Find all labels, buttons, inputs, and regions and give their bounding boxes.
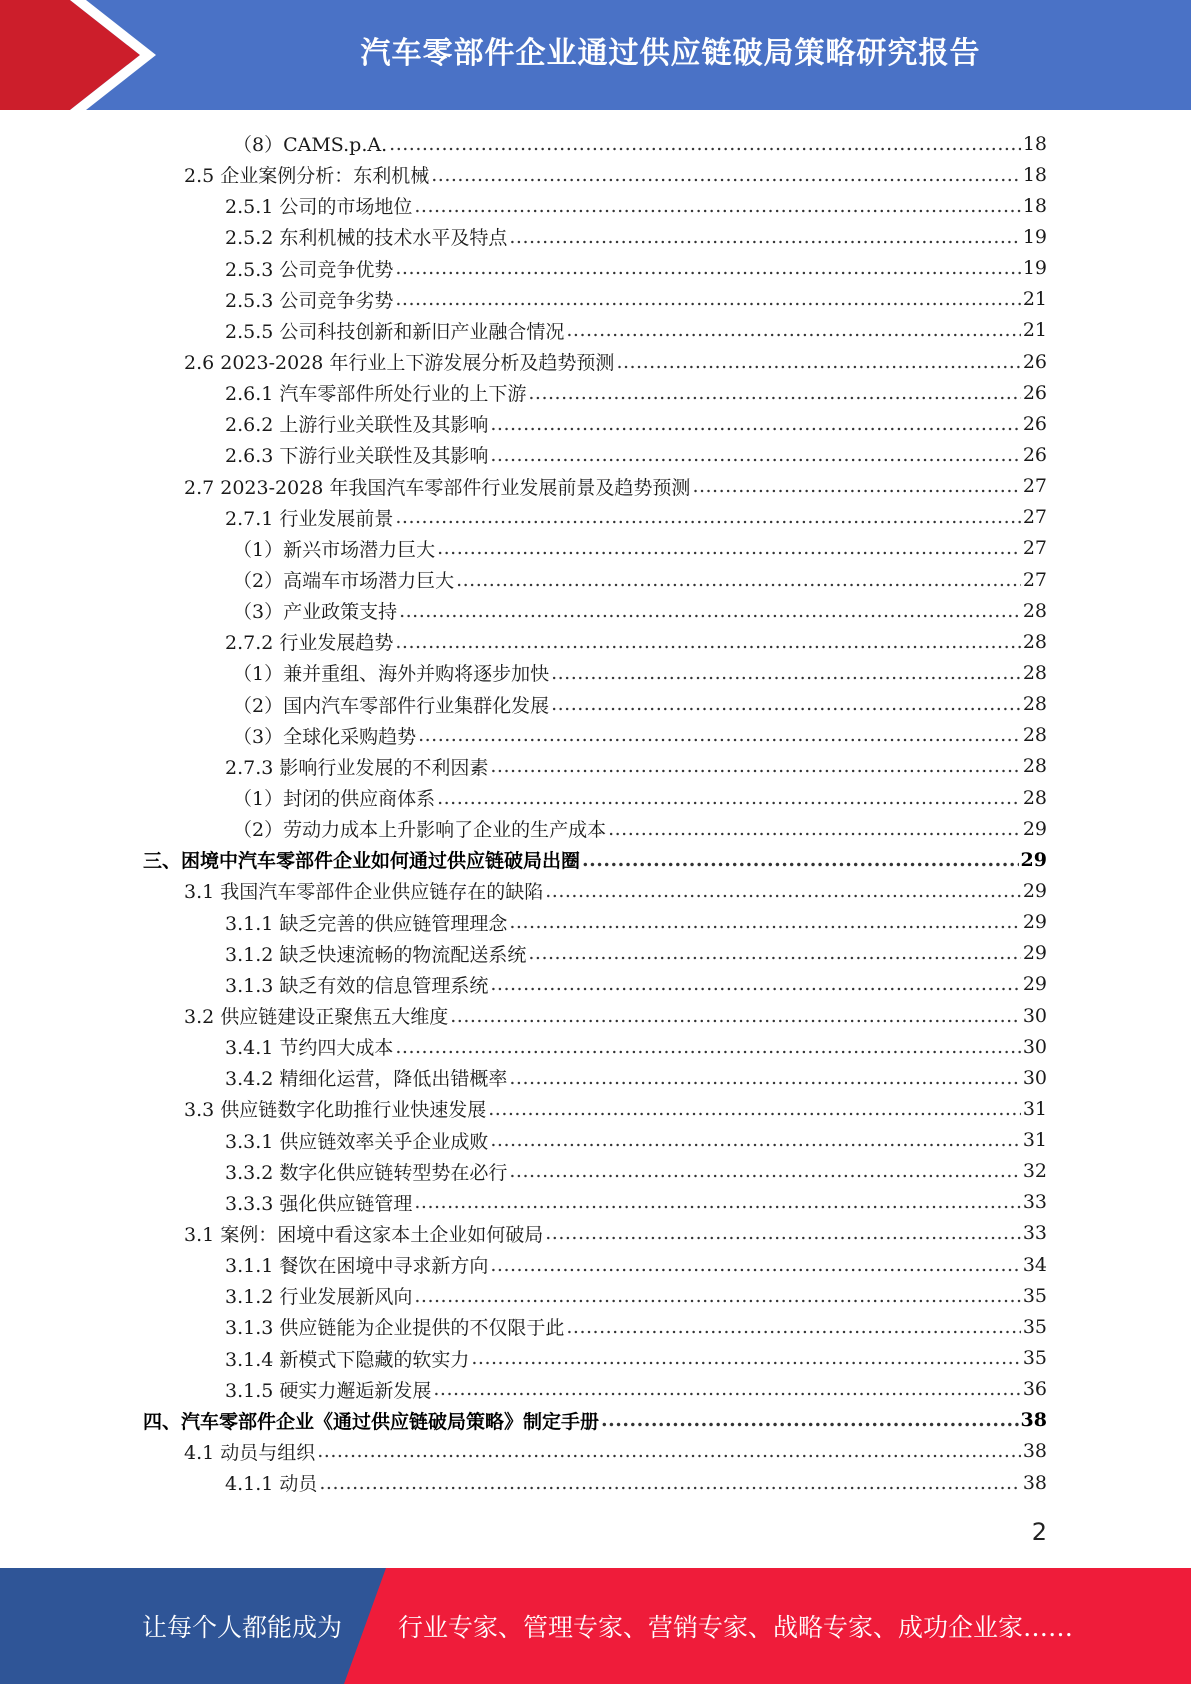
toc-entry-page: 35 [1022,1284,1047,1307]
toc-entry[interactable] [0,253,1191,284]
toc-entry[interactable] [0,190,1191,221]
toc-dot-leader [582,849,1019,871]
toc-entry-label: 4.1 动员与组织 [184,1441,316,1464]
toc-dot-leader [509,911,1020,933]
toc-entry[interactable] [0,720,1191,751]
toc-dot-leader [433,1378,1020,1400]
toc-entry-page: 28 [1022,786,1047,809]
page-number: 2 [1031,1518,1047,1546]
toc-entry-label: 3.3 供应链数字化助推行业快速发展 [184,1099,487,1122]
toc-entry-label: 3.3.1 供应链效率关乎企业成败 [225,1130,489,1153]
toc-entry[interactable] [0,315,1191,346]
toc-entry-page: 38 [1020,1409,1047,1432]
toc-entry-label: 2.7.1 行业发展前景 [225,507,394,530]
toc-entry-label: 3.3.3 强化供应链管理 [225,1192,413,1215]
toc-entry-label: 2.5.1 公司的市场地位 [225,196,413,219]
toc-entry[interactable] [0,595,1191,626]
toc-dot-leader [509,1067,1020,1089]
toc-entry[interactable] [0,439,1191,470]
toc-entry-page: 26 [1022,381,1047,404]
toc-dot-leader [414,1191,1020,1213]
toc-entry-page: 27 [1022,475,1047,498]
report-header [0,0,1191,110]
toc-entry-page: 28 [1022,661,1047,684]
toc-entry-label: （2）国内汽车零部件行业集群化发展 [233,694,550,717]
footer-slogan: 让每个人都能成为 [142,1613,343,1642]
toc-entry-page: 19 [1022,257,1047,280]
toc-entry-label: 2.5.3 公司竞争优势 [225,258,394,281]
toc-entry[interactable] [0,1249,1191,1280]
toc-entry-page: 30 [1022,1066,1047,1089]
red-arrow-logo-icon [0,0,160,110]
toc-entry-page: 21 [1022,319,1047,342]
toc-entry-label: （3）全球化采购趋势 [233,725,417,748]
toc-entry-page: 29 [1022,973,1047,996]
toc-entry-page: 18 [1022,194,1047,217]
toc-entry[interactable] [0,1436,1191,1467]
toc-entry-page: 31 [1022,1097,1047,1120]
toc-entry-label: 2.6.1 汽车零部件所处行业的上下游 [225,383,527,406]
toc-entry-page: 21 [1022,288,1047,311]
toc-entry-page: 28 [1022,755,1047,778]
toc-entry-page: 29 [1022,911,1047,934]
toc-dot-leader [528,382,1020,404]
toc-dot-leader [414,1285,1020,1307]
toc-entry[interactable] [0,1093,1191,1124]
toc-dot-leader [317,1440,1021,1462]
toc-entry[interactable] [0,377,1191,408]
toc-entry-label: 3.3.2 数字化供应链转型势在必行 [225,1161,508,1184]
toc-entry-page: 18 [1022,163,1047,186]
toc-dot-leader [450,1005,1021,1027]
toc-dot-leader [566,319,1020,341]
toc-entry-label: 3.1.3 缺乏有效的信息管理系统 [225,974,489,997]
toc-entry-label: 3.1.2 缺乏快速流畅的物流配送系统 [225,943,527,966]
toc-entry-page: 36 [1022,1378,1047,1401]
toc-entry[interactable] [0,1187,1191,1218]
toc-dot-leader [551,662,1021,684]
toc-entry-page: 30 [1022,1004,1047,1027]
footer-banner [0,1568,1191,1684]
toc-entry-page: 29 [1022,817,1047,840]
toc-entry-page: 28 [1022,630,1047,653]
toc-entry[interactable] [0,1374,1191,1405]
toc-dot-leader [692,475,1020,497]
toc-dot-leader [616,351,1020,373]
toc-entry-page: 30 [1022,1035,1047,1058]
toc-entry-label: 3.1 我国汽车零部件企业供应链存在的缺陷 [184,881,544,904]
toc-entry[interactable] [0,657,1191,688]
toc-entry[interactable] [0,408,1191,439]
toc-dot-leader [490,1254,1020,1276]
toc-entry[interactable] [0,844,1191,875]
report-title: 汽车零部件企业通过供应链破局策略研究报告 [360,36,981,71]
toc-entry[interactable] [0,1467,1191,1498]
toc-dot-leader [471,1347,1020,1369]
toc-entry[interactable] [0,969,1191,1000]
toc-entry[interactable] [0,1125,1191,1156]
toc-entry-label: 三、困境中汽车零部件企业如何通过供应链破局出圈 [143,850,581,873]
toc-entry-page: 38 [1022,1471,1047,1494]
toc-entry[interactable] [0,1218,1191,1249]
logo-red-shape [0,0,140,110]
toc-entry-label: 3.1.3 供应链能为企业提供的不仅限于此 [225,1317,565,1340]
toc-entry-page: 33 [1022,1191,1047,1214]
toc-entry[interactable] [0,346,1191,377]
toc-entry-page: 31 [1022,1129,1047,1152]
toc-entry-label: 3.4.1 节约四大成本 [225,1037,394,1060]
toc-dot-leader [389,133,1021,155]
toc-dot-leader [395,1036,1020,1058]
toc-entry[interactable] [0,1342,1191,1373]
toc-entry-page: 27 [1022,537,1047,560]
toc-entry-label: 4.1.1 动员 [225,1473,318,1496]
footer-tagline: 行业专家、管理专家、营销专家、战略专家、成功企业家…… [398,1613,1074,1642]
toc-entry-page: 38 [1022,1440,1047,1463]
toc-entry[interactable] [0,1000,1191,1031]
toc-entry-label: 3.1.2 行业发展新风向 [225,1286,413,1309]
toc-dot-leader [490,1129,1020,1151]
toc-entry[interactable] [0,1062,1191,1093]
toc-entry-label: （2）高端车市场潜力巨大 [233,570,455,593]
toc-entry-page: 32 [1022,1160,1047,1183]
toc-entry[interactable] [0,938,1191,969]
toc-entry-label: 3.1.1 缺乏完善的供应链管理理念 [225,912,508,935]
toc-entry-label: 2.6.2 上游行业关联性及其影响 [225,414,489,437]
toc-entry-label: 3.1.5 硬实力邂逅新发展 [225,1379,432,1402]
toc-entry-label: 3.1.1 餐饮在困境中寻求新方向 [225,1255,489,1278]
toc-dot-leader [437,537,1021,559]
toc-entry[interactable] [0,1156,1191,1187]
toc-dot-leader [551,693,1021,715]
toc-entry[interactable] [0,907,1191,938]
toc-dot-leader [490,444,1020,466]
toc-dot-leader [395,506,1020,528]
toc-dot-leader [431,164,1021,186]
toc-entry[interactable] [0,689,1191,720]
toc-entry[interactable] [0,1311,1191,1342]
toc-dot-leader [395,257,1020,279]
toc-entry-label: （2）劳动力成本上升影响了企业的生产成本 [233,819,607,842]
toc-entry-page: 35 [1022,1347,1047,1370]
toc-dot-leader [490,973,1020,995]
toc-entry[interactable] [0,813,1191,844]
toc-dot-leader [414,195,1020,217]
toc-entry-page: 26 [1022,412,1047,435]
toc-entry[interactable] [0,1031,1191,1062]
toc-entry[interactable] [0,471,1191,502]
toc-entry-label: （1）兼并重组、海外并购将逐步加快 [233,663,550,686]
toc-dot-leader [545,1222,1021,1244]
toc-dot-leader [418,724,1021,746]
toc-entry[interactable] [0,128,1191,159]
toc-entry-page: 27 [1022,506,1047,529]
toc-entry[interactable] [0,782,1191,813]
toc-entry-label: 3.2 供应链建设正聚焦五大维度 [184,1006,449,1028]
toc-entry-page: 27 [1022,568,1047,591]
toc-entry-label: 3.1 案例：困境中看这家本土企业如何破局 [184,1223,544,1246]
toc-entry[interactable] [0,221,1191,252]
toc-entry[interactable] [0,875,1191,906]
toc-dot-leader [509,1160,1020,1182]
toc-entry-label: 2.7.2 行业发展趋势 [225,632,394,655]
toc-entry-label: 2.7.3 影响行业发展的不利因素 [225,756,489,779]
toc-entry-page: 26 [1022,350,1047,373]
toc-entry[interactable] [0,533,1191,564]
toc-entry-page: 28 [1022,599,1047,622]
toc-entry-label: 2.5.2 东利机械的技术水平及特点 [225,227,508,250]
toc-dot-leader [528,942,1020,964]
toc-dot-leader [601,1409,1019,1431]
toc-entry-label: （3）产业政策支持 [233,601,398,624]
toc-entry[interactable] [0,626,1191,657]
toc-entry[interactable] [0,284,1191,315]
toc-entry-label: （1）封闭的供应商体系 [233,788,436,811]
toc-entry-page: 26 [1022,443,1047,466]
toc-entry-page: 19 [1022,225,1047,248]
toc-entry-page: 33 [1022,1222,1047,1245]
toc-entry-page: 34 [1022,1253,1047,1276]
toc-dot-leader [395,288,1020,310]
toc-dot-leader [490,413,1020,435]
toc-dot-leader [456,569,1021,591]
toc-dot-leader [545,880,1021,902]
toc-entry-label: 3.4.2 精细化运营，降低出错概率 [225,1068,508,1091]
toc-dot-leader [566,1316,1020,1338]
table-of-contents [0,128,1191,1498]
toc-entry-page: 28 [1022,693,1047,716]
toc-entry[interactable] [0,502,1191,533]
toc-entry[interactable] [0,751,1191,782]
toc-entry-label: （1）新兴市场潜力巨大 [233,538,436,561]
toc-entry-page: 29 [1022,879,1047,902]
toc-entry-label: 2.6.3 下游行业关联性及其影响 [225,445,489,468]
toc-entry-page: 29 [1020,848,1047,871]
toc-entry-label: （8）CAMS.p.A. [233,134,388,157]
toc-entry-label: 3.1.4 新模式下隐藏的软实力 [225,1348,470,1371]
toc-dot-leader [509,226,1020,248]
toc-entry-page: 18 [1022,132,1047,155]
toc-entry[interactable] [0,1280,1191,1311]
toc-dot-leader [490,755,1020,777]
toc-entry[interactable] [0,1405,1191,1436]
toc-entry-label: 2.6 2023-2028 年行业上下游发展分析及趋势预测 [184,352,615,375]
toc-entry-page: 28 [1022,724,1047,747]
toc-dot-leader [395,631,1020,653]
toc-dot-leader [399,600,1021,622]
toc-entry[interactable] [0,564,1191,595]
toc-entry-label: 2.7 2023-2028 年我国汽车零部件行业发展前景及趋势预测 [184,476,691,499]
toc-entry[interactable] [0,159,1191,190]
toc-entry-label: 四、汽车零部件企业《通过供应链破局策略》制定手册 [143,1410,600,1433]
toc-entry-label: 2.5.3 公司竞争劣势 [225,289,394,312]
toc-dot-leader [437,787,1021,809]
toc-dot-leader [608,818,1021,840]
toc-dot-leader [488,1098,1021,1120]
toc-entry-label: 2.5 企业案例分析：东利机械 [184,165,430,188]
toc-entry-page: 35 [1022,1315,1047,1338]
toc-dot-leader [319,1472,1020,1494]
toc-entry-label: 2.5.5 公司科技创新和新旧产业融合情况 [225,320,565,343]
toc-entry-page: 29 [1022,942,1047,965]
